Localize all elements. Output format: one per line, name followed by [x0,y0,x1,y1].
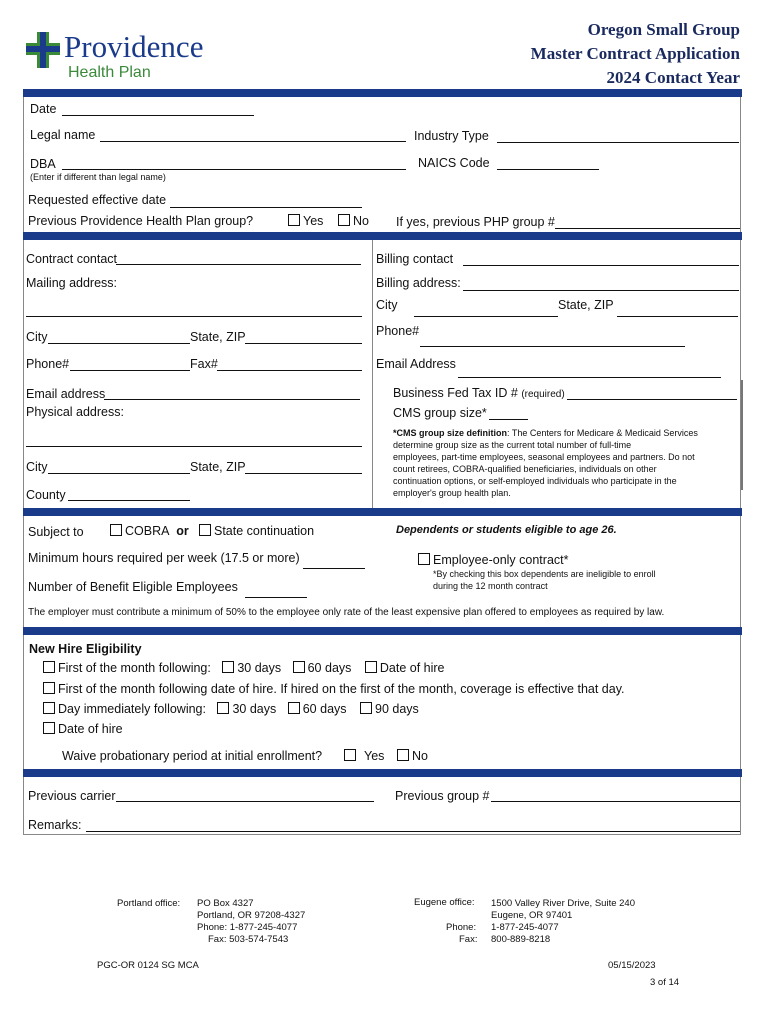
benefit-employees-field[interactable] [245,597,307,598]
billing-phone-field[interactable] [420,346,685,347]
logo-name: Providence [64,29,204,64]
providence-cross-icon [26,32,60,68]
opt1-doh-checkbox[interactable] [365,661,377,673]
min-hours-label: Minimum hours required per week (17.5 or more) [28,551,300,565]
city-label: City [26,330,48,344]
new-hire-title: New Hire Eligibility [29,642,142,656]
header-line2: Master Contract Application [530,44,740,63]
billing-state-zip-field[interactable] [617,316,738,317]
state-cont-checkbox[interactable] [199,524,211,536]
city2-label: City [26,460,48,474]
section-bar [23,89,742,97]
cms-def-line3: employees, part-time employees, seasonal employees and partners. Do not [393,452,695,462]
dba-label: DBA [30,157,56,171]
portland-line4: Fax: 503-574-7543 [208,934,289,945]
opt3-row: Day immediately following: 30 days 60 days 90 days [43,702,419,716]
county-field[interactable] [68,500,190,501]
fax-field[interactable] [217,370,362,371]
county-label: County [26,488,66,502]
billing-city-label: City [376,298,398,312]
eugene-line1: 1500 Valley River Drive, Suite 240 [491,898,635,909]
header-line3: 2024 Contact Year [606,68,740,87]
section-bar [23,627,742,635]
date-field[interactable] [62,115,254,116]
fed-tax-label: Business Fed Tax ID # (required) [393,386,565,400]
opt1-checkbox[interactable] [43,661,55,673]
fed-tax-field[interactable] [567,399,737,400]
state-cont-option[interactable]: State continuation [199,524,314,538]
waive-no-checkbox[interactable] [397,749,409,761]
form-id: PGC-OR 0124 SG MCA [97,960,199,971]
billing-email-field[interactable] [458,377,721,378]
opt1-60-checkbox[interactable] [293,661,305,673]
state-zip-field[interactable] [245,343,362,344]
opt3-90-checkbox[interactable] [360,702,372,714]
billing-address-label: Billing address: [376,276,461,290]
date-label: Date [30,102,57,116]
header-line1: Oregon Small Group [587,20,740,39]
dba-field[interactable] [62,169,406,170]
eugene-phone: 1-877-245-4077 [491,922,559,933]
opt2-row: First of the month following date of hire. If hired on the first of the month, coverage is effective that day. [43,682,625,696]
column-divider [372,240,373,508]
cms-def-line6: employer's group health plan. [393,488,511,498]
prev-carrier-field[interactable] [116,801,374,802]
portland-line3: Phone: 1-877-245-4077 [197,922,298,933]
cobra-option[interactable]: COBRA or [110,524,189,538]
opt3-60-checkbox[interactable] [288,702,300,714]
city-field[interactable] [48,343,190,344]
no-checkbox[interactable] [338,214,350,226]
eugene-line2: Eugene, OR 97401 [491,910,573,921]
effective-date-label: Requested effective date [28,193,167,207]
emp-only-note2: during the 12 month contract [433,581,548,591]
cms-def-line1: *CMS group size definition: The Centers for Medicare & Medicaid Services [393,428,698,438]
billing-email-label: Email Address [376,357,456,371]
prev-php-label: If yes, previous PHP group # [396,215,555,229]
opt3-checkbox[interactable] [43,702,55,714]
state-zip2-field[interactable] [245,473,362,474]
portland-label: Portland office: [117,898,181,909]
right-gray-edge [741,380,743,490]
eugene-phone-label: Phone: [446,922,477,933]
state-zip-label: State, ZIP [190,330,246,344]
opt2-checkbox[interactable] [43,682,55,694]
billing-contact-field[interactable] [463,265,739,266]
logo [26,30,216,85]
contribution-note: The employer must contribute a minimum of 50% to the employee only rate of the least expensive plan offered to employees as required by law. [28,607,665,618]
cms-def-line4: count retirees, COBRA-qualified beneficiaries, individuals on other [393,464,657,474]
cms-label: CMS group size* [393,406,487,420]
industry-label: Industry Type [414,129,489,143]
prev-group-label: Previous Providence Health Plan group? [28,214,254,228]
opt4-row: Date of hire [43,722,123,736]
billing-city-field[interactable] [414,316,558,317]
prev-carrier-label: Previous carrier [28,789,116,803]
eugene-fax-label: Fax: [459,934,478,945]
contract-contact-label: Contract contact [26,252,118,266]
section-bar [23,508,742,516]
phone-field[interactable] [70,370,190,371]
emp-only-option[interactable]: Employee-only contract* [418,553,568,567]
cms-field[interactable] [489,419,528,420]
portland-line2: Portland, OR 97208-4327 [197,910,306,921]
city2-field[interactable] [48,473,190,474]
legal-name-label: Legal name [30,128,96,142]
min-hours-field[interactable] [303,568,365,569]
emp-only-note1: *By checking this box dependents are ineligible to enroll [433,569,656,579]
prev-group-num-label: Previous group # [395,789,490,803]
effective-date-field[interactable] [170,207,362,208]
section-bar [23,232,742,240]
subject-to-label: Subject to [28,525,84,539]
prev-group-yes[interactable]: Yes [288,214,323,228]
yes-checkbox[interactable] [288,214,300,226]
industry-field[interactable] [497,142,739,143]
portland-line1: PO Box 4327 [197,898,254,909]
mailing-label: Mailing address: [26,276,118,290]
remarks-label: Remarks: [28,818,82,832]
opt1-row: First of the month following: 30 days 60 days Date of hire [43,661,445,675]
cms-def-line5: continuation options, or self-employed individuals who participate in the [393,476,677,486]
dba-note: (Enter if different than legal name) [30,172,166,182]
opt1-30-checkbox[interactable] [222,661,234,673]
opt3-30-checkbox[interactable] [217,702,229,714]
eugene-label: Eugene office: [414,897,475,908]
physical-label: Physical address: [26,405,124,419]
billing-address-field[interactable] [463,290,739,291]
prev-group-no[interactable]: No [338,214,369,228]
waive-yes[interactable]: Yes [344,749,384,763]
dependents-note: Dependents or students eligible to age 26. [396,524,617,536]
remarks-field[interactable] [86,831,740,832]
page-number: 3 of 14 [650,977,680,988]
phone-label: Phone# [26,357,70,371]
opt4-checkbox[interactable] [43,722,55,734]
naics-field[interactable] [497,169,599,170]
physical-field[interactable] [26,446,362,447]
state-zip2-label: State, ZIP [190,460,246,474]
benefit-employees-label: Number of Benefit Eligible Employees [28,580,238,594]
billing-contact-label: Billing contact [376,252,454,266]
billing-phone-label: Phone# [376,324,420,338]
email-label: Email address [26,387,106,401]
prev-group-num-field[interactable] [491,801,740,802]
emp-only-checkbox[interactable] [418,553,430,565]
waive-no[interactable]: No [397,749,428,763]
mailing-field[interactable] [26,316,362,317]
fax-label: Fax# [190,357,218,371]
billing-state-zip-label: State, ZIP [558,298,614,312]
section-bar [23,769,742,777]
logo-subtitle: Health Plan [68,64,151,81]
email-field[interactable] [104,399,360,400]
form-date: 05/15/2023 [608,960,656,971]
cobra-checkbox[interactable] [110,524,122,536]
naics-label: NAICS Code [418,156,490,170]
prev-php-field[interactable] [555,228,740,229]
eugene-fax: 800-889-8218 [491,934,551,945]
cms-def-line2: determine group size as the current total number of full-time [393,440,632,450]
contract-contact-field[interactable] [116,264,361,265]
waive-label: Waive probationary period at initial enrollment? [62,749,323,763]
legal-name-field[interactable] [100,141,406,142]
waive-yes-checkbox[interactable] [344,749,356,761]
